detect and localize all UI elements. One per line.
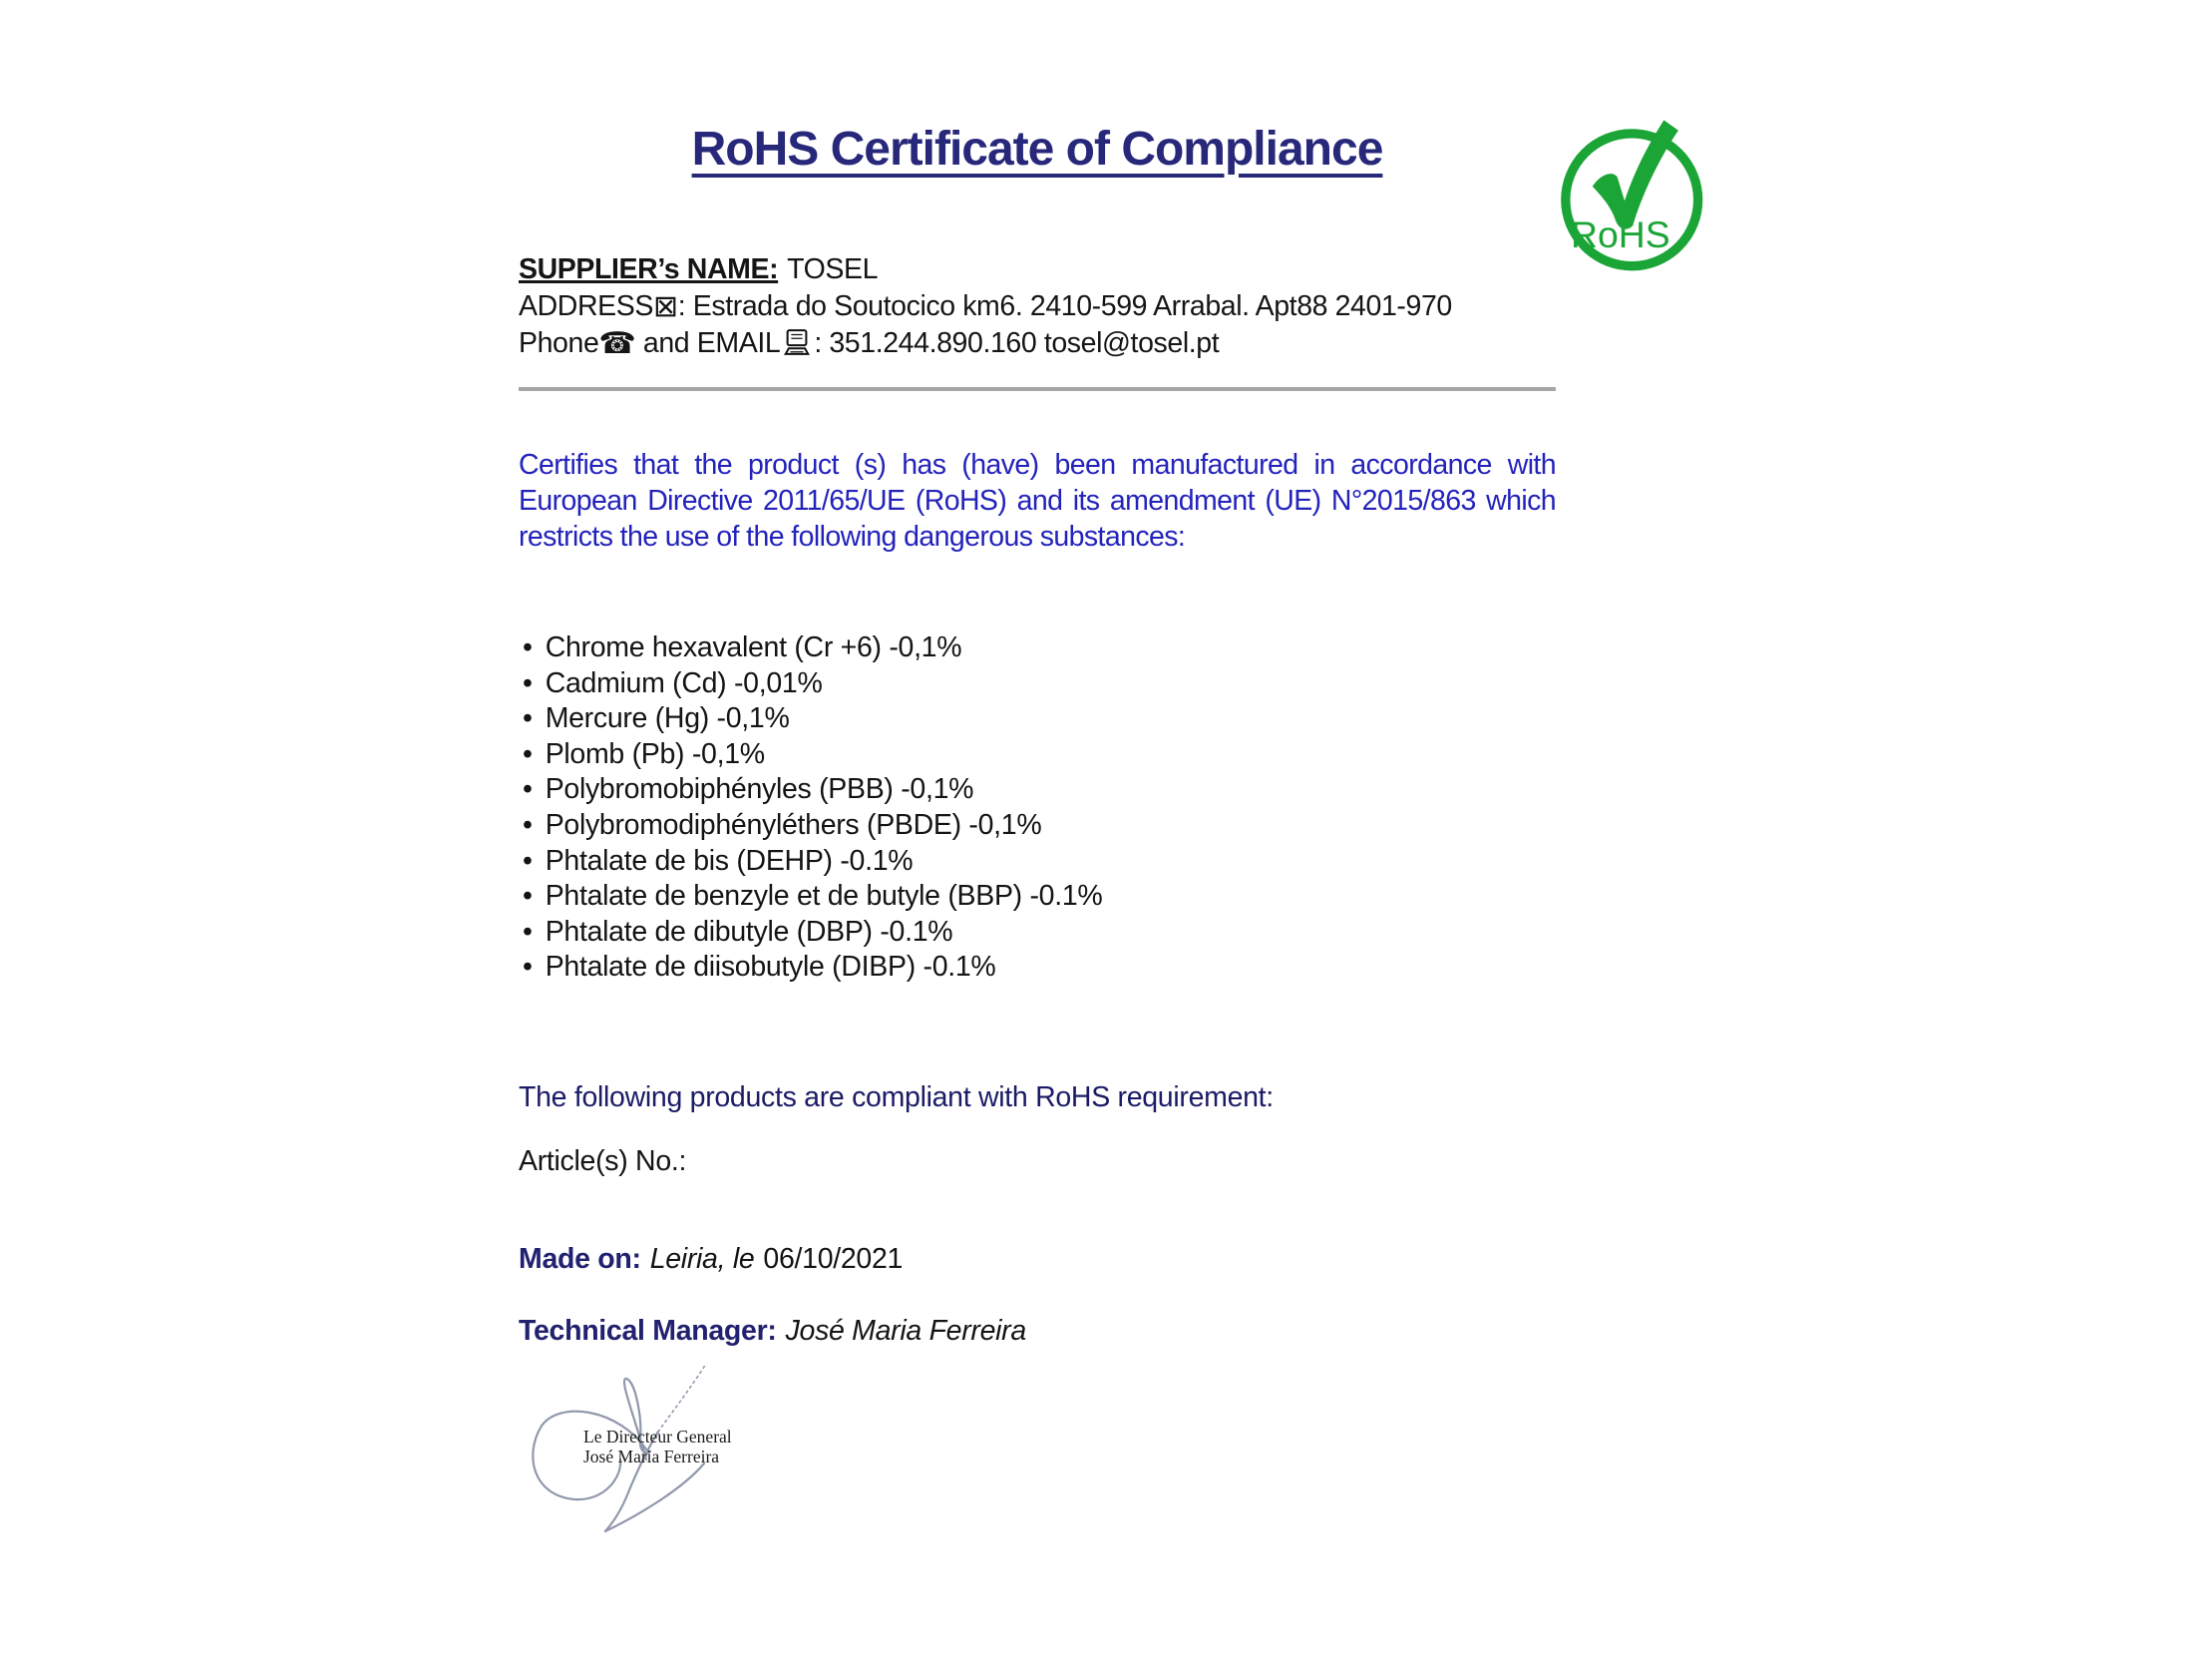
substance-item: • Polybromobiphényles (PBB) -0,1% — [523, 772, 1560, 808]
certification-statement: Certifies that the product (s) has (have) been manufactured in accordance with European Directive 2011/65/UE (RoHS) and its amendment (UE) N°2015/863 which restricts the use of the following dangerous substances: — [519, 449, 1556, 553]
substance-item: • Phtalate de bis (DEHP) -0.1% — [523, 844, 1560, 880]
made-on-place: Leiria, le — [649, 1243, 755, 1275]
made-on-label: Made on: — [519, 1243, 641, 1275]
substance-item: • Polybromodiphényléthers (PBDE) -0,1% — [523, 808, 1560, 844]
page-title: RoHS Certificate of Compliance — [691, 123, 1383, 176]
technical-manager-name: José Maria Ferreira — [785, 1315, 1026, 1347]
envelope-icon: ⊠ — [652, 290, 678, 323]
technical-manager-line — [519, 1315, 1416, 1348]
substance-item: • Phtalate de dibutyle (DBP) -0.1% — [523, 915, 1560, 951]
supplier-address-line — [519, 288, 1636, 325]
substance-item: • Phtalate de benzyle et de butyle (BBP) -0.1% — [523, 879, 1560, 915]
substance-item: • Plomb (Pb) -0,1% — [523, 737, 1560, 773]
made-on-line — [519, 1243, 1416, 1276]
address-label: ADDRESS — [519, 290, 653, 322]
rohs-logo-text: RoHS — [1571, 212, 1670, 255]
signature-name: José Maria Ferreira — [583, 1447, 720, 1466]
articles-label: Article(s) No.: — [519, 1145, 687, 1177]
supplier-name-line — [519, 251, 1636, 288]
signature-title: Le Directeur General — [583, 1427, 732, 1447]
signature-stroke — [605, 1463, 704, 1531]
compliance-line: The following products are compliant with RoHS requirement: — [519, 1081, 1274, 1113]
supplier-block — [519, 251, 1636, 362]
substances-list — [523, 630, 1560, 986]
supplier-name-label: SUPPLIER’s NAME: — [519, 253, 779, 285]
supplier-contact-line — [519, 325, 1636, 362]
contact-value: : 351.244.890.160 tosel@tosel.pt — [814, 327, 1220, 359]
supplier-name-value: TOSEL — [787, 253, 879, 285]
phone-icon: ☎ — [598, 327, 636, 360]
substance-item: • Mercure (Hg) -0,1% — [523, 701, 1560, 737]
divider-rule — [519, 387, 1556, 391]
address-value: : Estrada do Soutocico km6. 2410-599 Arrabal. Apt88 2401-970 — [677, 290, 1452, 322]
phone-label: Phone — [519, 327, 599, 359]
made-on-date: 06/10/2021 — [763, 1243, 904, 1275]
email-label: and EMAIL — [635, 327, 781, 359]
signature-stroke — [658, 1364, 706, 1432]
computer-icon — [782, 327, 812, 357]
signature-text — [583, 1427, 732, 1466]
substance-item: • Cadmium (Cd) -0,01% — [523, 666, 1560, 702]
technical-manager-label: Technical Manager: — [519, 1315, 777, 1347]
substance-item: • Chrome hexavalent (Cr +6) -0,1% — [523, 630, 1560, 666]
substance-item: • Phtalate de diisobutyle (DIBP) -0.1% — [523, 950, 1560, 986]
